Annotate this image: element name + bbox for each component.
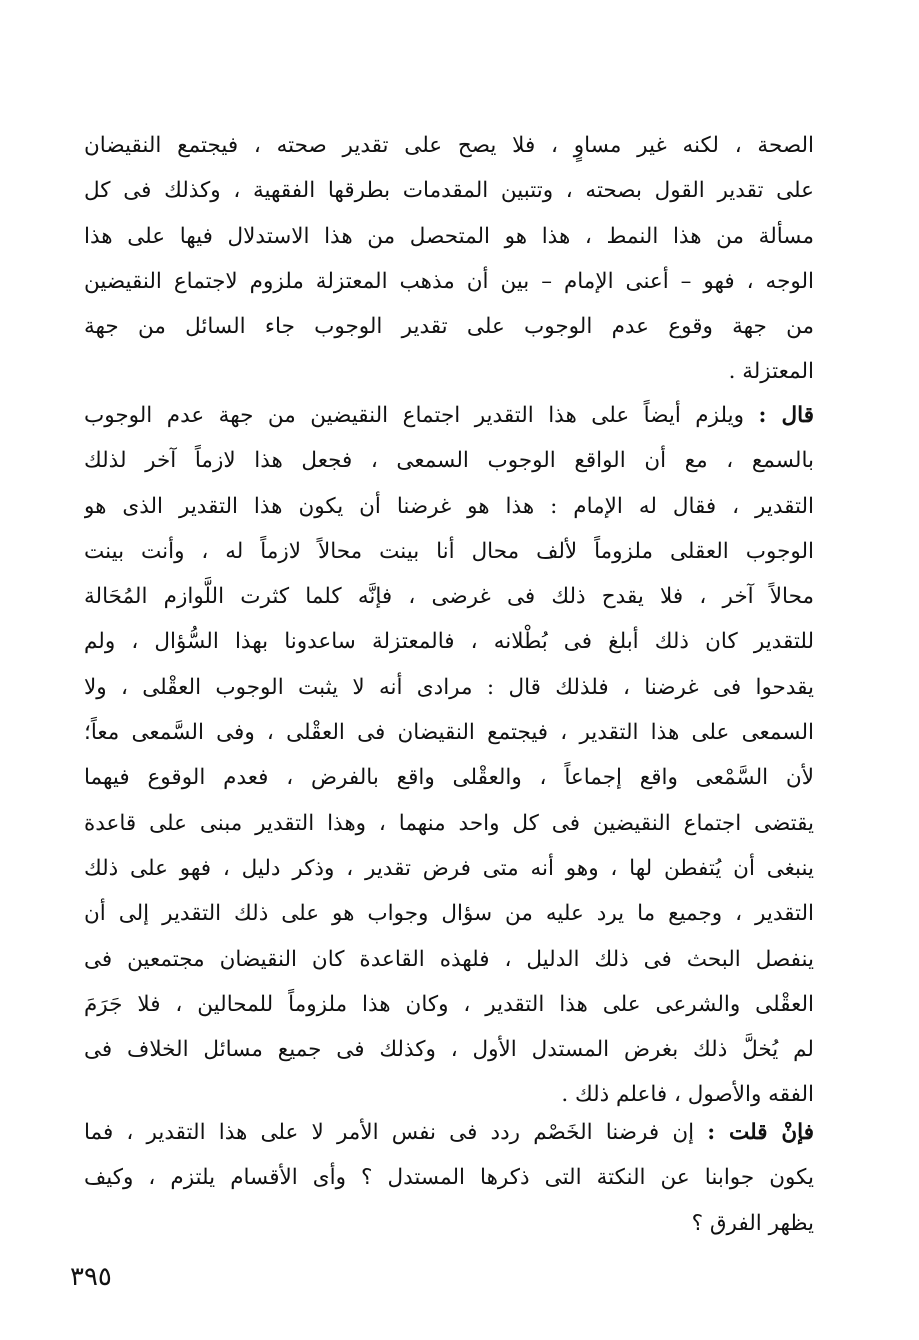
text-line: المعتزلة . bbox=[728, 359, 814, 385]
paragraph-1 bbox=[84, 123, 814, 395]
paragraph-2 bbox=[84, 393, 814, 1118]
text-line: من جهة وقوع عدم الوجوب على تقدير الوجوب جاء السائل من جهة bbox=[84, 314, 814, 340]
text-line: الوجه ، فهو – أعنى الإمام – بين أن مذهب المعتزلة ملزوم لاجتماع النقيضين bbox=[84, 268, 814, 294]
text-line: التقدير ، وجميع ما يرد عليه من سؤال وجواب هو على ذلك التقدير إلى أن bbox=[84, 901, 814, 927]
text-line: لم يُخلَّ ذلك بغرض المستدل الأول ، وكذلك فى جميع مسائل الخلاف فى bbox=[84, 1037, 814, 1063]
paragraph-3 bbox=[84, 1110, 814, 1246]
text-line bbox=[84, 393, 814, 438]
text-line-rest: إن فرضنا الخَصْم ردد فى نفس الأمر لا على هذا التقدير ، فما bbox=[84, 1120, 708, 1145]
paragraph-lead-word: فإنْ قلت : bbox=[707, 1120, 814, 1145]
text-line: ينبغى أن يُتفطن لها ، وهو أنه متى فرض تقدير ، وذكر دليل ، فهو على ذلك bbox=[84, 855, 814, 881]
text-line: السمعى على هذا التقدير ، فيجتمع النقيضان فى العقْلى ، وفى السَّمعى معاً؛ bbox=[84, 720, 814, 746]
text-line: ينفصل البحث فى ذلك الدليل ، فلهذه القاعدة كان النقيضان مجتمعين فى bbox=[84, 946, 814, 972]
text-line: محالاً آخر ، فلا يقدح ذلك فى غرضى ، فإنَّه كلما كثرت اللَّوازم المُحَالة bbox=[84, 584, 814, 610]
text-line: بالسمع ، مع أن الواقع الوجوب السمعى ، فجعل هذا لازماً آخر لذلك bbox=[84, 448, 814, 474]
text-line: الوجوب العقلى ملزوماً لألف محال أنا بينت محالاً لازماً له ، وأنت بينت bbox=[84, 538, 814, 564]
text-line: يقتضى اجتماع النقيضين فى كل واحد منهما ، وهذا التقدير مبنى على قاعدة bbox=[84, 810, 814, 836]
text-line: العقْلى والشرعى على هذا التقدير ، وكان هذا ملزوماً للمحالين ، فلا جَرَمَ bbox=[84, 991, 814, 1017]
text-line: للتقدير كان ذلك أبلغ فى بُطْلانه ، فالمعتزلة ساعدونا بهذا السُّؤال ، ولم bbox=[84, 629, 814, 655]
text-line: يكون جوابنا عن النكتة التى ذكرها المستدل ؟ وأى الأقسام يلتزم ، وكيف bbox=[84, 1165, 814, 1191]
text-line-rest: ويلزم أيضاً على هذا التقدير اجتماع النقيضين من جهة عدم الوجوب bbox=[84, 403, 759, 428]
text-line: مسألة من هذا النمط ، هذا هو المتحصل من هذا الاستدلال فيها على هذا bbox=[84, 223, 814, 249]
text-line: التقدير ، فقال له الإمام : هذا هو غرضنا أن يكون هذا التقدير الذى هو bbox=[84, 493, 814, 519]
text-line: على تقدير القول بصحته ، وتتبين المقدمات بطرقها الفقهية ، وكذلك فى كل bbox=[84, 178, 814, 204]
text-line: يقدحوا فى غرضنا ، فلذلك قال : مرادى أنه لا يثبت الوجوب العقْلى ، ولا bbox=[84, 674, 814, 700]
text-line: يظهر الفرق ؟ bbox=[691, 1210, 814, 1236]
text-line: لأن السَّمْعى واقع إجماعاً ، والعقْلى واقع بالفرض ، فعدم الوقوع فيهما bbox=[84, 765, 814, 791]
page-number: ٣٩٥ bbox=[70, 1262, 112, 1292]
text-line bbox=[84, 1110, 814, 1155]
text-line: الفقه والأصول ، فاعلم ذلك . bbox=[561, 1082, 814, 1108]
text-line: الصحة ، لكنه غير مساوٍ ، فلا يصح على تقدير صحته ، فيجتمع النقيضان bbox=[84, 133, 814, 158]
paragraph-lead-word: قال : bbox=[758, 403, 814, 428]
